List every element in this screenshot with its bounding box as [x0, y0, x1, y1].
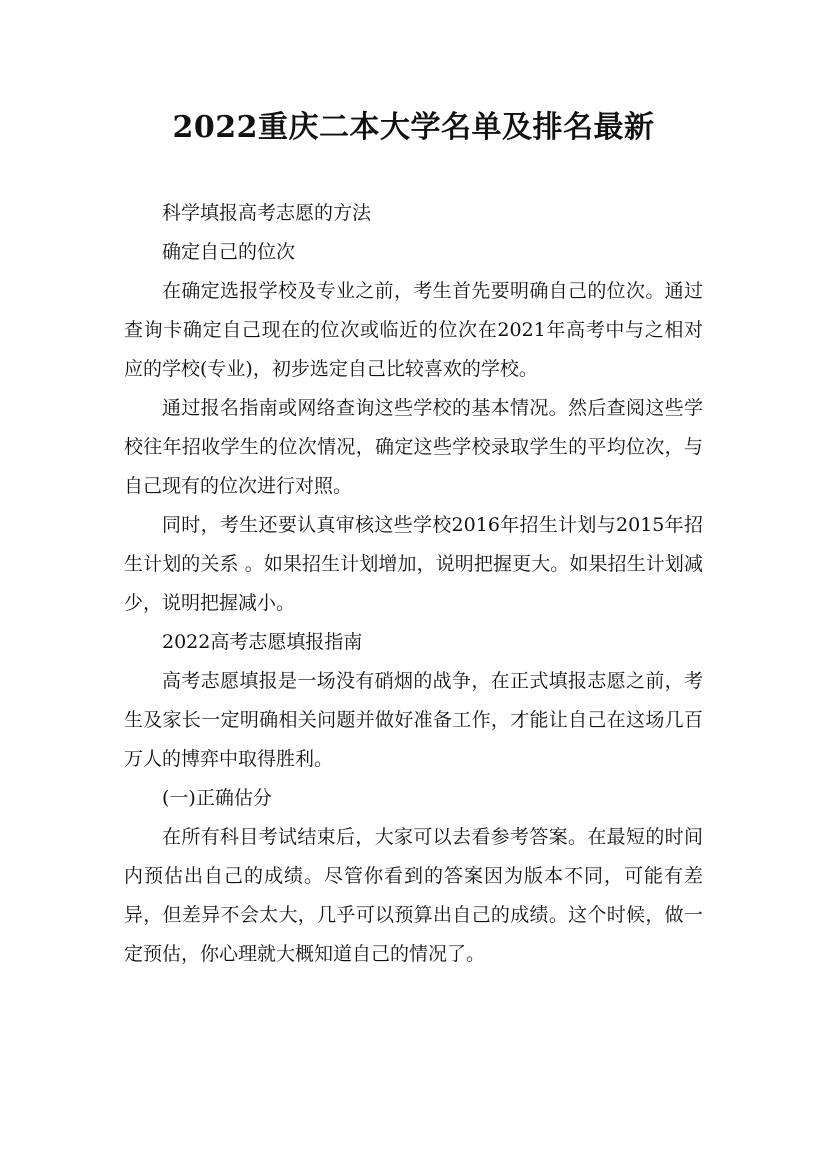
- subheading-rank: 确定自己的位次: [162, 241, 296, 263]
- paragraph-admission-plan: 同时，考生还要认真审核这些学校2016年招生计划与2015年招生计划的关系 。如果招生计划增加，说明把握更大。如果招生计划减少，说明把握减小。: [124, 514, 703, 614]
- paragraph-score-estimate: 在所有科目考试结束后，大家可以去看参考答案。在最短的时间内预估出自己的成绩。尽管你看到的答案因为版本不同，可能有差异，但差异不会太大，几乎可以预算出自己的成绩。这个时候，做一定预估，你心理就大概知道自己的情况了。: [124, 826, 703, 965]
- section-heading-guide: 2022高考志愿填报指南: [162, 631, 363, 653]
- subheading-score-estimate: (一)正确估分: [162, 787, 272, 809]
- paragraph-school-research: 通过报名指南或网络查询这些学校的基本情况。然后查阅这些学校往年招收学生的位次情况，确定这些学校录取学生的平均位次，与自己现有的位次进行对照。: [124, 397, 703, 497]
- paragraph-preparation: 高考志愿填报是一场没有硝烟的战争，在正式填报志愿之前，考生及家长一定明确相关问题并做好准备工作，才能让自己在这场几百万人的博弈中取得胜利。: [124, 670, 703, 770]
- section-heading-method: 科学填报高考志愿的方法: [162, 202, 372, 224]
- document-body: [124, 194, 703, 974]
- paragraph-rank-confirmation: 在确定选报学校及专业之前，考生首先要明确自己的位次。通过查询卡确定自己现在的位次或临近的位次在2021年高考中与之相对应的学校(专业)，初步选定自己比较喜欢的学校。: [124, 280, 703, 380]
- document-title: 2022重庆二本大学名单及排名最新: [172, 110, 655, 145]
